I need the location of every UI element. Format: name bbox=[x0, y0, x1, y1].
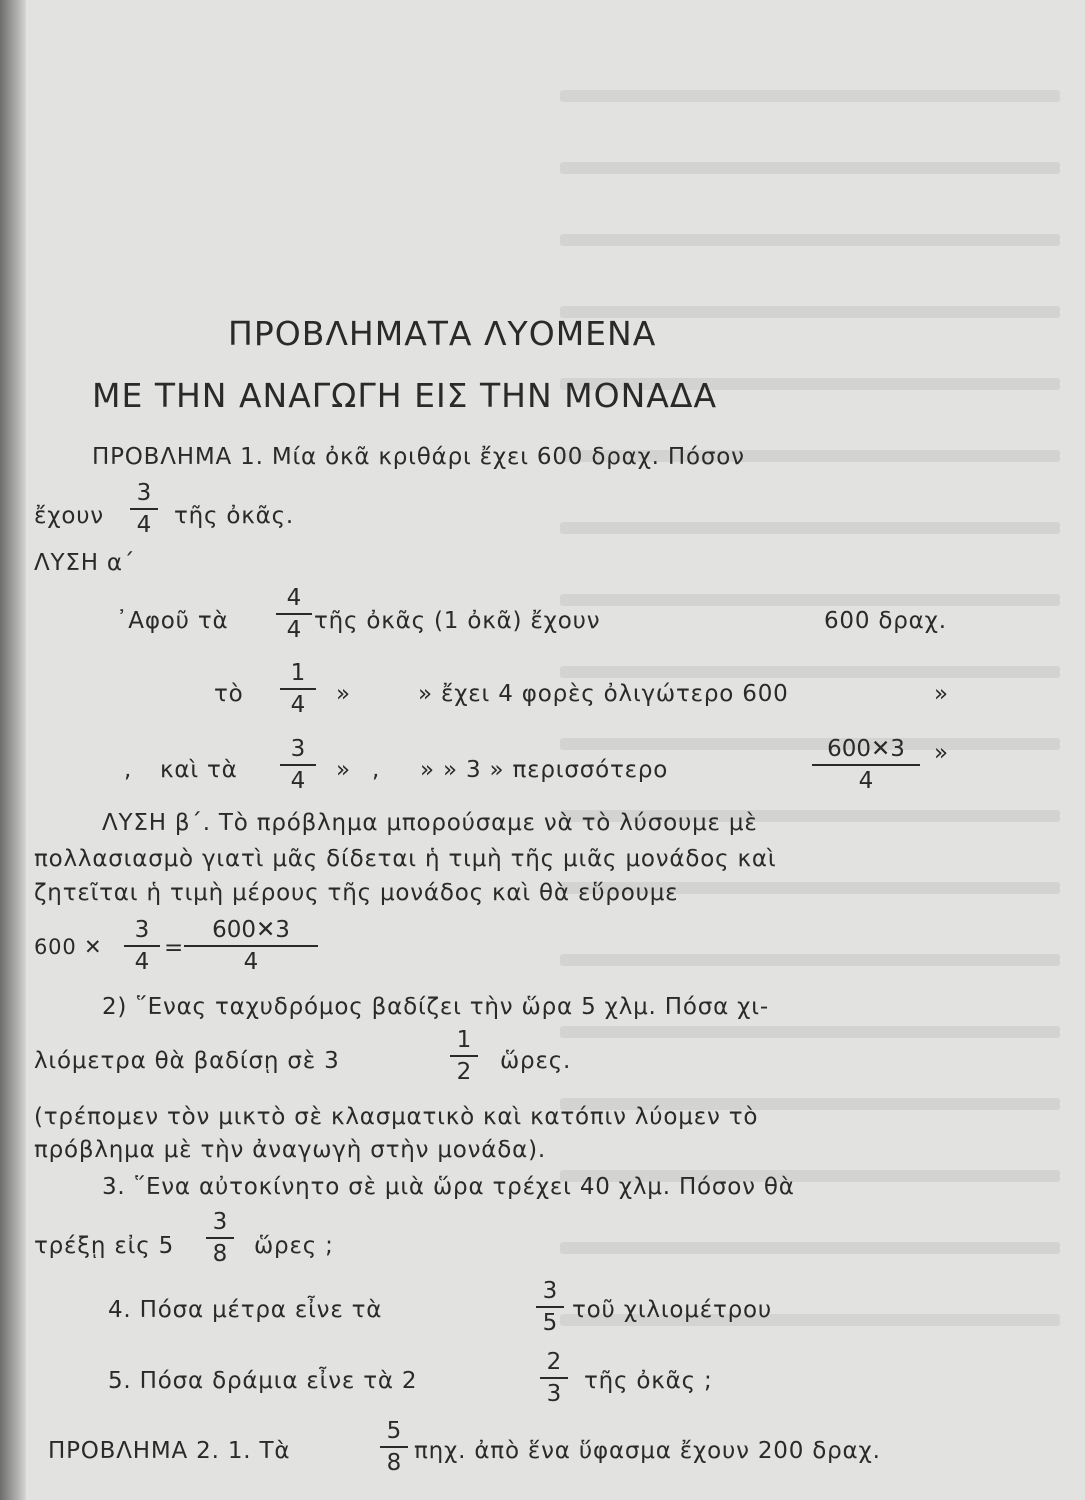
fraction: 5 8 bbox=[380, 1418, 408, 1476]
book-spine-shadow bbox=[0, 0, 26, 1500]
title-line-1: ΠΡΟΒΛΗΜΑΤΑ ΛΥΟΜΕΝΑ bbox=[228, 314, 657, 353]
problem-2-line-2-pre: λιόμετρα θὰ βαδίσῃ σὲ 3 bbox=[34, 1048, 340, 1074]
fraction: 3 4 bbox=[124, 917, 160, 975]
ditto-mark: » bbox=[934, 740, 949, 766]
problem-4-pre: 4. Πόσα μέτρα εἶνε τὰ bbox=[108, 1297, 383, 1323]
fraction: 3 4 bbox=[130, 480, 158, 538]
fraction: 1 2 bbox=[450, 1027, 478, 1085]
problem-2-line-1: 2) ῞Ενας ταχυδρόμος βαδίζει τὴν ὥρα 5 χλμ. Πόσα χι- bbox=[102, 994, 769, 1020]
fraction: 3 8 bbox=[206, 1209, 234, 1267]
fraction: 2 3 bbox=[540, 1349, 568, 1407]
solution-a-row-1-pre: ᾿Αφοῦ τὰ bbox=[116, 608, 229, 634]
problem-2-note-1: (τρέπομεν τὸν μικτὸ σὲ κλασματικὸ καὶ κατόπιν λύομεν τὸ bbox=[34, 1104, 759, 1130]
equation-lhs: 600 ✕ bbox=[34, 935, 103, 959]
solution-a-row-1-value: 600 δραχ. bbox=[824, 608, 947, 634]
problem-5-post: τῆς ὀκᾶς ; bbox=[584, 1368, 713, 1394]
problem-1-line-1: ΠΡΟΒΛΗΜΑ 1. Μία ὀκᾶ κριθάρι ἔχει 600 δραχ. Πόσον bbox=[92, 444, 745, 470]
problem-2-1-pre: ΠΡΟΒΛΗΜΑ 2. 1. Τὰ bbox=[48, 1438, 291, 1464]
problem-2-1-post: πηχ. ἀπὸ ἕνα ὕφασμα ἔχουν 200 δραχ. bbox=[414, 1438, 881, 1464]
problem-3-line-1: 3. ῞Ενα αὐτοκίνητο σὲ μιὰ ὥρα τρέχει 40 χλμ. Πόσον θὰ bbox=[102, 1174, 795, 1200]
problem-1-line-2-post: τῆς ὀκᾶς. bbox=[174, 503, 295, 529]
solution-a-row-3-pre: καὶ τὰ bbox=[160, 757, 238, 783]
title-line-2: ΜΕ ΤΗΝ ΑΝΑΓΩΓΗ ΕΙΣ ΤΗΝ ΜΟΝΑΔΑ bbox=[92, 376, 718, 415]
problem-2-note-2: πρόβλημα μὲ τὴν ἀναγωγὴ στὴν μονάδα). bbox=[34, 1137, 546, 1163]
problem-1-line-2-pre: ἔχουν bbox=[34, 503, 104, 529]
solution-b-line-3: ζητεῖται ἡ τιμὴ μέρους τῆς μονάδος καὶ θὰ εὕρουμε bbox=[34, 880, 679, 906]
fraction: 1 4 bbox=[280, 660, 316, 718]
stray-comma: , bbox=[124, 757, 133, 783]
stray-comma: , bbox=[372, 757, 381, 783]
solution-a-row-3-mid: » » 3 » περισσότερο bbox=[420, 757, 669, 783]
fraction: 600✕3 4 bbox=[184, 917, 318, 975]
fraction: 3 4 bbox=[280, 736, 316, 794]
solution-a-row-1-mid: τῆς ὀκᾶς (1 ὀκᾶ) ἔχουν bbox=[314, 608, 601, 634]
problem-3-line-2-post: ὥρες ; bbox=[254, 1233, 334, 1259]
problem-2-line-2-post: ὥρες. bbox=[500, 1048, 572, 1074]
solution-b-line-1: ΛΥΣΗ β΄. Τὸ πρόβλημα μπορούσαμε νὰ τὸ λύσουμε μὲ bbox=[102, 810, 758, 836]
solution-a-row-2-mid: » ἔχει 4 φορὲς ὀλιγώτερο 600 bbox=[418, 681, 789, 707]
problem-5-pre: 5. Πόσα δράμια εἶνε τὰ 2 bbox=[108, 1368, 418, 1394]
bleed-through-text bbox=[560, 90, 1060, 1490]
fraction: 3 5 bbox=[536, 1278, 564, 1336]
problem-3-line-2-pre: τρέξῃ εἰς 5 bbox=[34, 1233, 175, 1259]
solution-a-row-2-pre: τὸ bbox=[214, 681, 244, 707]
fraction: 4 4 bbox=[276, 585, 312, 643]
solution-a-label: ΛΥΣΗ α΄ bbox=[34, 550, 136, 576]
problem-4-post: τοῦ χιλιομέτρου bbox=[572, 1297, 772, 1323]
solution-b-line-2: πολλασιασμὸ γιατὶ μᾶς δίδεται ἡ τιμὴ τῆς μιᾶς μονάδος καὶ bbox=[34, 846, 777, 872]
ditto-mark: » bbox=[336, 757, 351, 783]
equals-sign: = bbox=[164, 935, 185, 961]
fraction: 600✕3 4 bbox=[812, 736, 920, 794]
ditto-mark: » bbox=[336, 681, 351, 707]
ditto-mark: » bbox=[934, 681, 949, 707]
